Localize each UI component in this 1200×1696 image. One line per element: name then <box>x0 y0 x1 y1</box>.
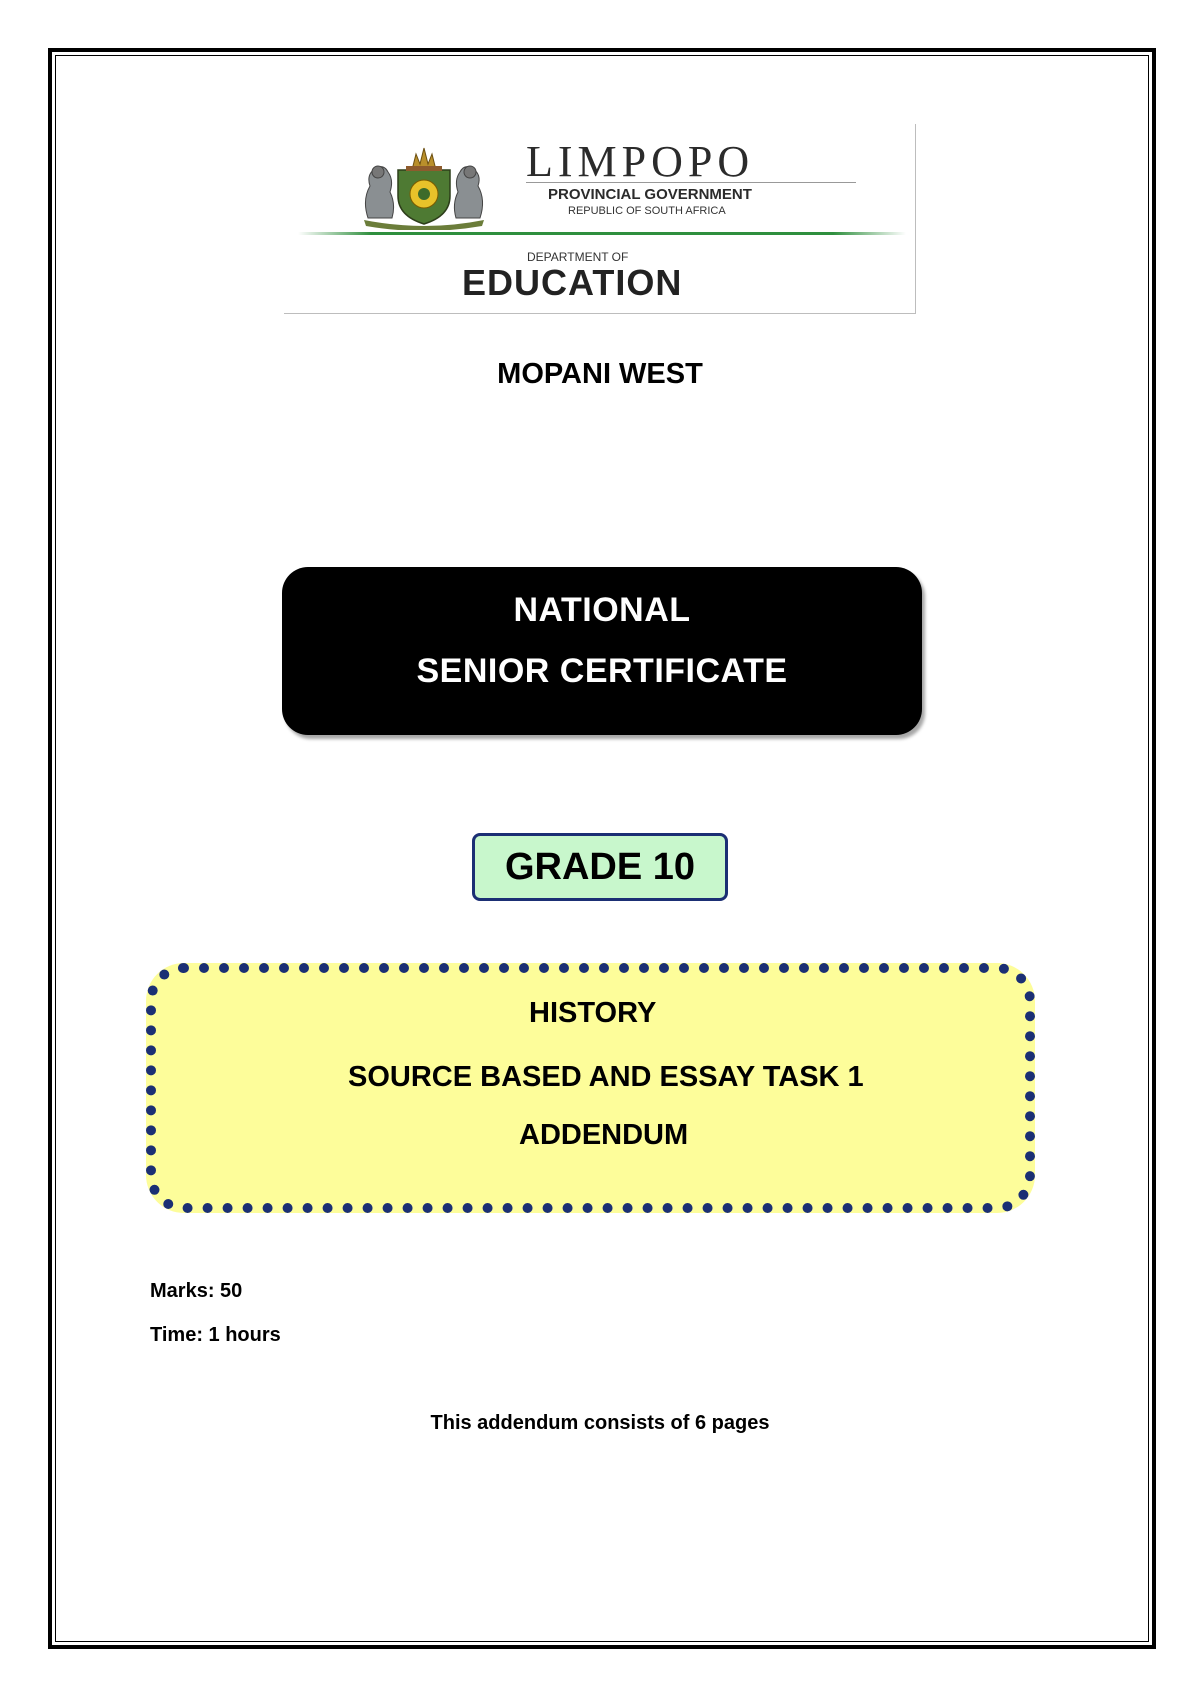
subject-name: HISTORY <box>529 997 657 1029</box>
district-name: MOPANI WEST <box>497 358 703 390</box>
logo-department-name: EDUCATION <box>462 262 683 303</box>
subject-task: SOURCE BASED AND ESSAY TASK 1 <box>348 1061 864 1093</box>
coat-of-arms-icon <box>354 140 494 230</box>
certificate-line-1: NATIONAL <box>513 591 691 629</box>
document-type: ADDENDUM <box>519 1119 689 1151</box>
logo-subtitle: PROVINCIAL GOVERNMENT <box>548 186 752 203</box>
subject-panel <box>146 963 1035 1213</box>
certificate-banner <box>282 567 922 735</box>
grade-badge: GRADE 10 <box>472 833 728 901</box>
marks-label: Marks: 50 <box>150 1280 243 1302</box>
logo-green-rule <box>298 232 906 235</box>
logo-country: REPUBLIC OF SOUTH AFRICA <box>568 205 726 217</box>
logo-province-name: LIMPOPO <box>526 137 755 186</box>
certificate-line-2: SENIOR CERTIFICATE <box>416 652 788 690</box>
limpopo-education-logo <box>284 124 916 314</box>
logo-department-prefix: DEPARTMENT OF <box>527 250 629 264</box>
pages-note: This addendum consists of 6 pages <box>430 1412 770 1434</box>
time-label: Time: 1 hours <box>150 1324 281 1346</box>
